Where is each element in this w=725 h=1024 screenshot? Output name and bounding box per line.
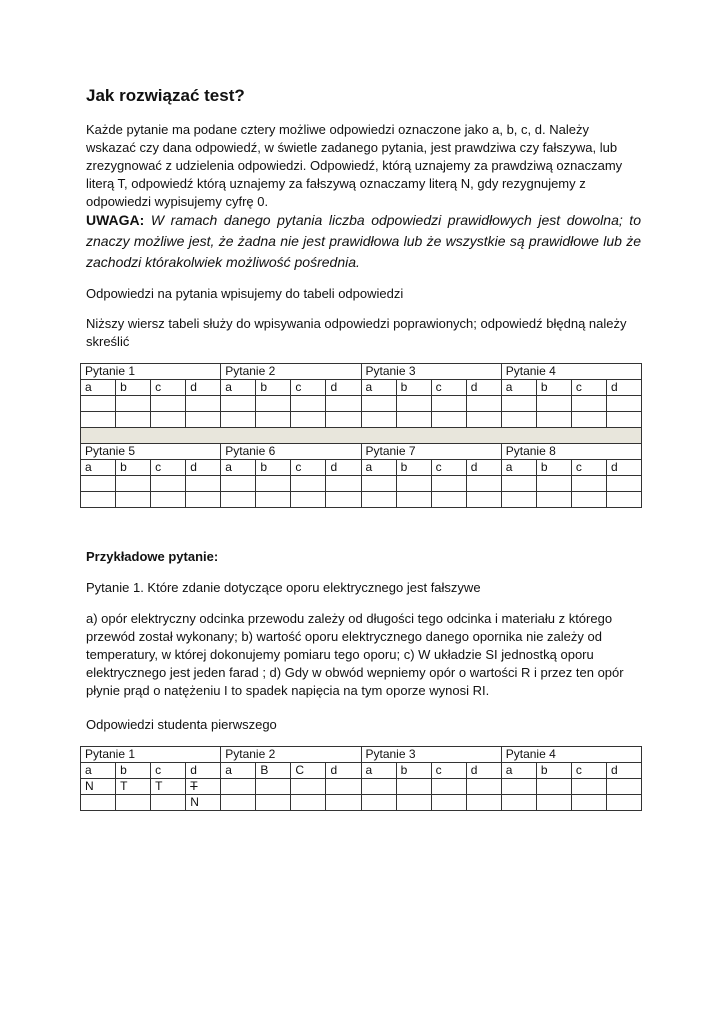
letter-cell: c bbox=[571, 763, 606, 779]
letter-cell: a bbox=[501, 763, 536, 779]
letter-cell: b bbox=[256, 460, 291, 476]
student-label: Odpowiedzi studenta pierwszego bbox=[86, 717, 277, 732]
answer-cell[interactable] bbox=[606, 779, 641, 795]
answer-cell[interactable] bbox=[501, 476, 536, 492]
student-answers-table bbox=[80, 746, 642, 811]
answer-cell[interactable] bbox=[151, 396, 186, 412]
answer-cell[interactable] bbox=[221, 412, 256, 428]
answer-cell[interactable] bbox=[151, 476, 186, 492]
answer-cell[interactable] bbox=[291, 396, 326, 412]
answer-cell[interactable] bbox=[571, 492, 606, 508]
answer-cell[interactable] bbox=[431, 412, 466, 428]
answer-cell[interactable] bbox=[116, 476, 151, 492]
answer-cell[interactable] bbox=[571, 779, 606, 795]
question-header: Pytanie 2 bbox=[221, 747, 361, 763]
answer-cell[interactable] bbox=[501, 492, 536, 508]
letter-cell: c bbox=[431, 763, 466, 779]
answer-cell[interactable] bbox=[116, 396, 151, 412]
answer-cell[interactable] bbox=[186, 476, 221, 492]
answer-cell[interactable] bbox=[466, 492, 501, 508]
letter-cell: c bbox=[431, 380, 466, 396]
answer-cell[interactable] bbox=[221, 396, 256, 412]
answer-cell[interactable] bbox=[431, 396, 466, 412]
answer-cell[interactable] bbox=[396, 396, 431, 412]
answer-cell[interactable] bbox=[536, 476, 571, 492]
answer-cell[interactable] bbox=[81, 476, 116, 492]
answer-cell[interactable] bbox=[361, 795, 396, 811]
answer-cell[interactable] bbox=[116, 492, 151, 508]
letter-cell: b bbox=[396, 460, 431, 476]
page-title: Jak rozwiązać test? bbox=[86, 86, 245, 105]
letter-cell: b bbox=[116, 460, 151, 476]
answer-cell[interactable] bbox=[291, 492, 326, 508]
separator-row bbox=[81, 428, 642, 444]
answer-cell[interactable] bbox=[291, 476, 326, 492]
question-header: Pytanie 3 bbox=[361, 364, 501, 380]
letter-cell: d bbox=[326, 380, 361, 396]
answer-cell[interactable] bbox=[571, 476, 606, 492]
table-header-row bbox=[81, 444, 642, 460]
answer-cell[interactable] bbox=[501, 412, 536, 428]
letter-cell: b bbox=[536, 380, 571, 396]
question-header: Pytanie 3 bbox=[361, 747, 501, 763]
answer-cell[interactable] bbox=[571, 396, 606, 412]
letter-cell: c bbox=[291, 380, 326, 396]
answer-cell[interactable] bbox=[326, 795, 361, 811]
letters-row bbox=[81, 380, 642, 396]
answer-cell[interactable] bbox=[326, 412, 361, 428]
correction-row bbox=[81, 412, 642, 428]
answer-cell[interactable] bbox=[326, 476, 361, 492]
letter-cell: a bbox=[361, 460, 396, 476]
question-header: Pytanie 2 bbox=[221, 364, 361, 380]
answer-cell[interactable] bbox=[606, 492, 641, 508]
letter-cell: a bbox=[221, 460, 256, 476]
answer-cell[interactable] bbox=[151, 412, 186, 428]
answer-cell[interactable] bbox=[571, 795, 606, 811]
warning-label: UWAGA: bbox=[86, 212, 145, 228]
answer-cell[interactable] bbox=[466, 476, 501, 492]
letter-cell: d bbox=[466, 763, 501, 779]
letter-cell: b bbox=[536, 763, 571, 779]
answer-cell[interactable] bbox=[606, 396, 641, 412]
answer-cell[interactable]: T bbox=[116, 779, 151, 795]
letter-cell: c bbox=[151, 380, 186, 396]
answer-cell[interactable] bbox=[81, 396, 116, 412]
answer-cell[interactable] bbox=[186, 412, 221, 428]
letter-cell: d bbox=[606, 460, 641, 476]
letter-cell: d bbox=[326, 763, 361, 779]
answer-cell[interactable] bbox=[396, 476, 431, 492]
answer-cell[interactable] bbox=[186, 492, 221, 508]
answer-cell[interactable] bbox=[431, 476, 466, 492]
answer-cell[interactable] bbox=[151, 795, 186, 811]
answer-cell[interactable] bbox=[466, 412, 501, 428]
answer-cell[interactable] bbox=[361, 396, 396, 412]
answers-note: Odpowiedzi na pytania wpisujemy do tabeli odpowiedzi bbox=[86, 286, 404, 301]
answer-cell[interactable]: N bbox=[81, 779, 116, 795]
answer-row bbox=[81, 396, 642, 412]
answer-cell[interactable] bbox=[221, 795, 256, 811]
letter-cell: b bbox=[116, 380, 151, 396]
correction-row bbox=[81, 795, 642, 811]
answer-cell[interactable] bbox=[81, 412, 116, 428]
answer-cell[interactable] bbox=[536, 396, 571, 412]
letter-cell: b bbox=[256, 380, 291, 396]
answer-cell[interactable] bbox=[221, 476, 256, 492]
answer-cell[interactable] bbox=[396, 795, 431, 811]
answer-cell[interactable] bbox=[466, 779, 501, 795]
letter-cell: a bbox=[81, 763, 116, 779]
answer-row bbox=[81, 476, 642, 492]
lower-row-note: Niższy wiersz tabeli służy do wpisywania odpowiedzi poprawionych; odpowiedź błędną należy skreślić bbox=[86, 316, 627, 349]
correction-row bbox=[81, 492, 642, 508]
answer-cell[interactable] bbox=[256, 492, 291, 508]
answer-cell[interactable] bbox=[396, 492, 431, 508]
letter-cell: d bbox=[326, 460, 361, 476]
answer-cell[interactable] bbox=[466, 396, 501, 412]
intro-paragraph: Każde pytanie ma podane cztery możliwe odpowiedzi oznaczone jako a, b, c, d. Należy wskazać czy dana odpowiedź, w świetle zadanego pytania, jest prawdziwa czy fałszywa, lub zrezygnować z udzielenia odpowiedzi. Odpowiedź, którą uznajemy za prawdziwą oznaczamy literą T, odpowiedź którą uznajemy za fałszywą oznaczamy literą N, gdy rezygnujemy z odpowiedzi wypisujemy cyfrę 0. bbox=[86, 122, 623, 209]
answer-cell[interactable] bbox=[151, 492, 186, 508]
letter-cell: d bbox=[466, 460, 501, 476]
answer-cell[interactable] bbox=[536, 412, 571, 428]
answer-cell[interactable] bbox=[116, 795, 151, 811]
answer-cell[interactable] bbox=[501, 396, 536, 412]
answer-cell[interactable] bbox=[116, 412, 151, 428]
letter-cell: d bbox=[466, 380, 501, 396]
answer-cell[interactable] bbox=[361, 492, 396, 508]
letter-cell: a bbox=[81, 380, 116, 396]
answer-cell[interactable] bbox=[291, 795, 326, 811]
warning-text: W ramach danego pytania liczba odpowiedzi prawidłowych jest dowolna; to znaczy możliwe jest, że żadna nie jest prawidłowa lub że wszystkie są prawidłowe lub że zachodzi którakolwiek możliwość pośrednia. bbox=[86, 212, 641, 270]
letter-cell: d bbox=[186, 380, 221, 396]
question-header: Pytanie 4 bbox=[501, 364, 641, 380]
answer-cell[interactable] bbox=[326, 492, 361, 508]
answer-cell[interactable] bbox=[256, 795, 291, 811]
answer-cell[interactable] bbox=[431, 779, 466, 795]
letter-cell: C bbox=[291, 763, 326, 779]
answer-cell[interactable] bbox=[81, 795, 116, 811]
letter-cell: d bbox=[606, 380, 641, 396]
crossed-out-answer: T bbox=[190, 779, 198, 793]
letter-cell: a bbox=[501, 460, 536, 476]
answer-cell[interactable] bbox=[431, 492, 466, 508]
answer-cell[interactable] bbox=[606, 795, 641, 811]
table-header-row bbox=[81, 364, 642, 380]
letter-cell: c bbox=[151, 763, 186, 779]
answer-row bbox=[81, 779, 642, 795]
letter-cell: a bbox=[81, 460, 116, 476]
answer-cell[interactable]: N bbox=[186, 795, 221, 811]
example-heading: Przykładowe pytanie: bbox=[86, 549, 219, 564]
answer-cell[interactable] bbox=[291, 779, 326, 795]
letter-cell: a bbox=[361, 763, 396, 779]
answer-cell[interactable] bbox=[396, 412, 431, 428]
answer-cell[interactable] bbox=[501, 795, 536, 811]
letter-cell: d bbox=[606, 763, 641, 779]
answer-cell[interactable] bbox=[361, 476, 396, 492]
letter-cell: c bbox=[571, 460, 606, 476]
answer-cell[interactable] bbox=[536, 795, 571, 811]
letter-cell: a bbox=[221, 380, 256, 396]
letter-cell: c bbox=[431, 460, 466, 476]
answer-cell[interactable]: T bbox=[151, 779, 186, 795]
letters-row bbox=[81, 460, 642, 476]
warning-paragraph bbox=[86, 210, 641, 273]
example-answers: a) opór elektryczny odcinka przewodu zależy od długości tego odcinka i materiału z którego przewód został wykonany; b) wartość oporu elektrycznego danego opornika nie zależy od temperatury, w której dokonujemy pomiaru tego oporu; c) W układzie SI jednostką oporu elektrycznego jest jeden farad ; d) Gdy w obwód wepniemy opór o wartości R i przez ten opór płynie prąd o natężeniu I to spadek napięcia na tym oporze wynosi RI. bbox=[86, 611, 624, 698]
letter-cell: b bbox=[396, 380, 431, 396]
letter-cell: c bbox=[571, 380, 606, 396]
answer-cell[interactable] bbox=[256, 412, 291, 428]
answer-cell[interactable] bbox=[536, 492, 571, 508]
answer-cell[interactable] bbox=[186, 396, 221, 412]
answer-cell[interactable] bbox=[396, 779, 431, 795]
answer-cell[interactable] bbox=[291, 412, 326, 428]
answer-cell[interactable] bbox=[256, 396, 291, 412]
letter-cell: c bbox=[151, 460, 186, 476]
letter-cell: b bbox=[396, 763, 431, 779]
answer-cell[interactable] bbox=[606, 476, 641, 492]
letter-cell: B bbox=[256, 763, 291, 779]
answer-cell[interactable] bbox=[186, 779, 221, 795]
letter-cell: a bbox=[221, 763, 256, 779]
letter-cell: a bbox=[501, 380, 536, 396]
answer-cell[interactable] bbox=[571, 412, 606, 428]
question-header: Pytanie 4 bbox=[501, 747, 641, 763]
answer-cell[interactable] bbox=[361, 412, 396, 428]
answer-cell[interactable] bbox=[326, 396, 361, 412]
letter-cell: d bbox=[186, 460, 221, 476]
question-header: Pytanie 7 bbox=[361, 444, 501, 460]
answer-cell[interactable] bbox=[536, 779, 571, 795]
answer-cell[interactable] bbox=[326, 779, 361, 795]
answer-cell[interactable] bbox=[431, 795, 466, 811]
answer-cell[interactable] bbox=[361, 779, 396, 795]
answer-cell[interactable] bbox=[606, 412, 641, 428]
letter-cell: b bbox=[116, 763, 151, 779]
letters-row bbox=[81, 763, 642, 779]
letter-cell: c bbox=[291, 460, 326, 476]
letter-cell: b bbox=[536, 460, 571, 476]
question-header: Pytanie 1 bbox=[81, 747, 221, 763]
table-header-row bbox=[81, 747, 642, 763]
letter-cell: a bbox=[361, 380, 396, 396]
answer-cell[interactable] bbox=[256, 476, 291, 492]
answer-cell[interactable] bbox=[501, 779, 536, 795]
answer-cell[interactable] bbox=[81, 492, 116, 508]
question-header: Pytanie 8 bbox=[501, 444, 641, 460]
example-question: Pytanie 1. Które zdanie dotyczące oporu elektrycznego jest fałszywe bbox=[86, 580, 481, 595]
separator-cell bbox=[81, 428, 642, 444]
answer-cell[interactable] bbox=[221, 779, 256, 795]
answers-table bbox=[80, 363, 642, 508]
question-header: Pytanie 6 bbox=[221, 444, 361, 460]
answer-cell[interactable] bbox=[256, 779, 291, 795]
question-header: Pytanie 5 bbox=[81, 444, 221, 460]
answer-cell[interactable] bbox=[466, 795, 501, 811]
answer-cell[interactable] bbox=[221, 492, 256, 508]
letter-cell: d bbox=[186, 763, 221, 779]
question-header: Pytanie 1 bbox=[81, 364, 221, 380]
